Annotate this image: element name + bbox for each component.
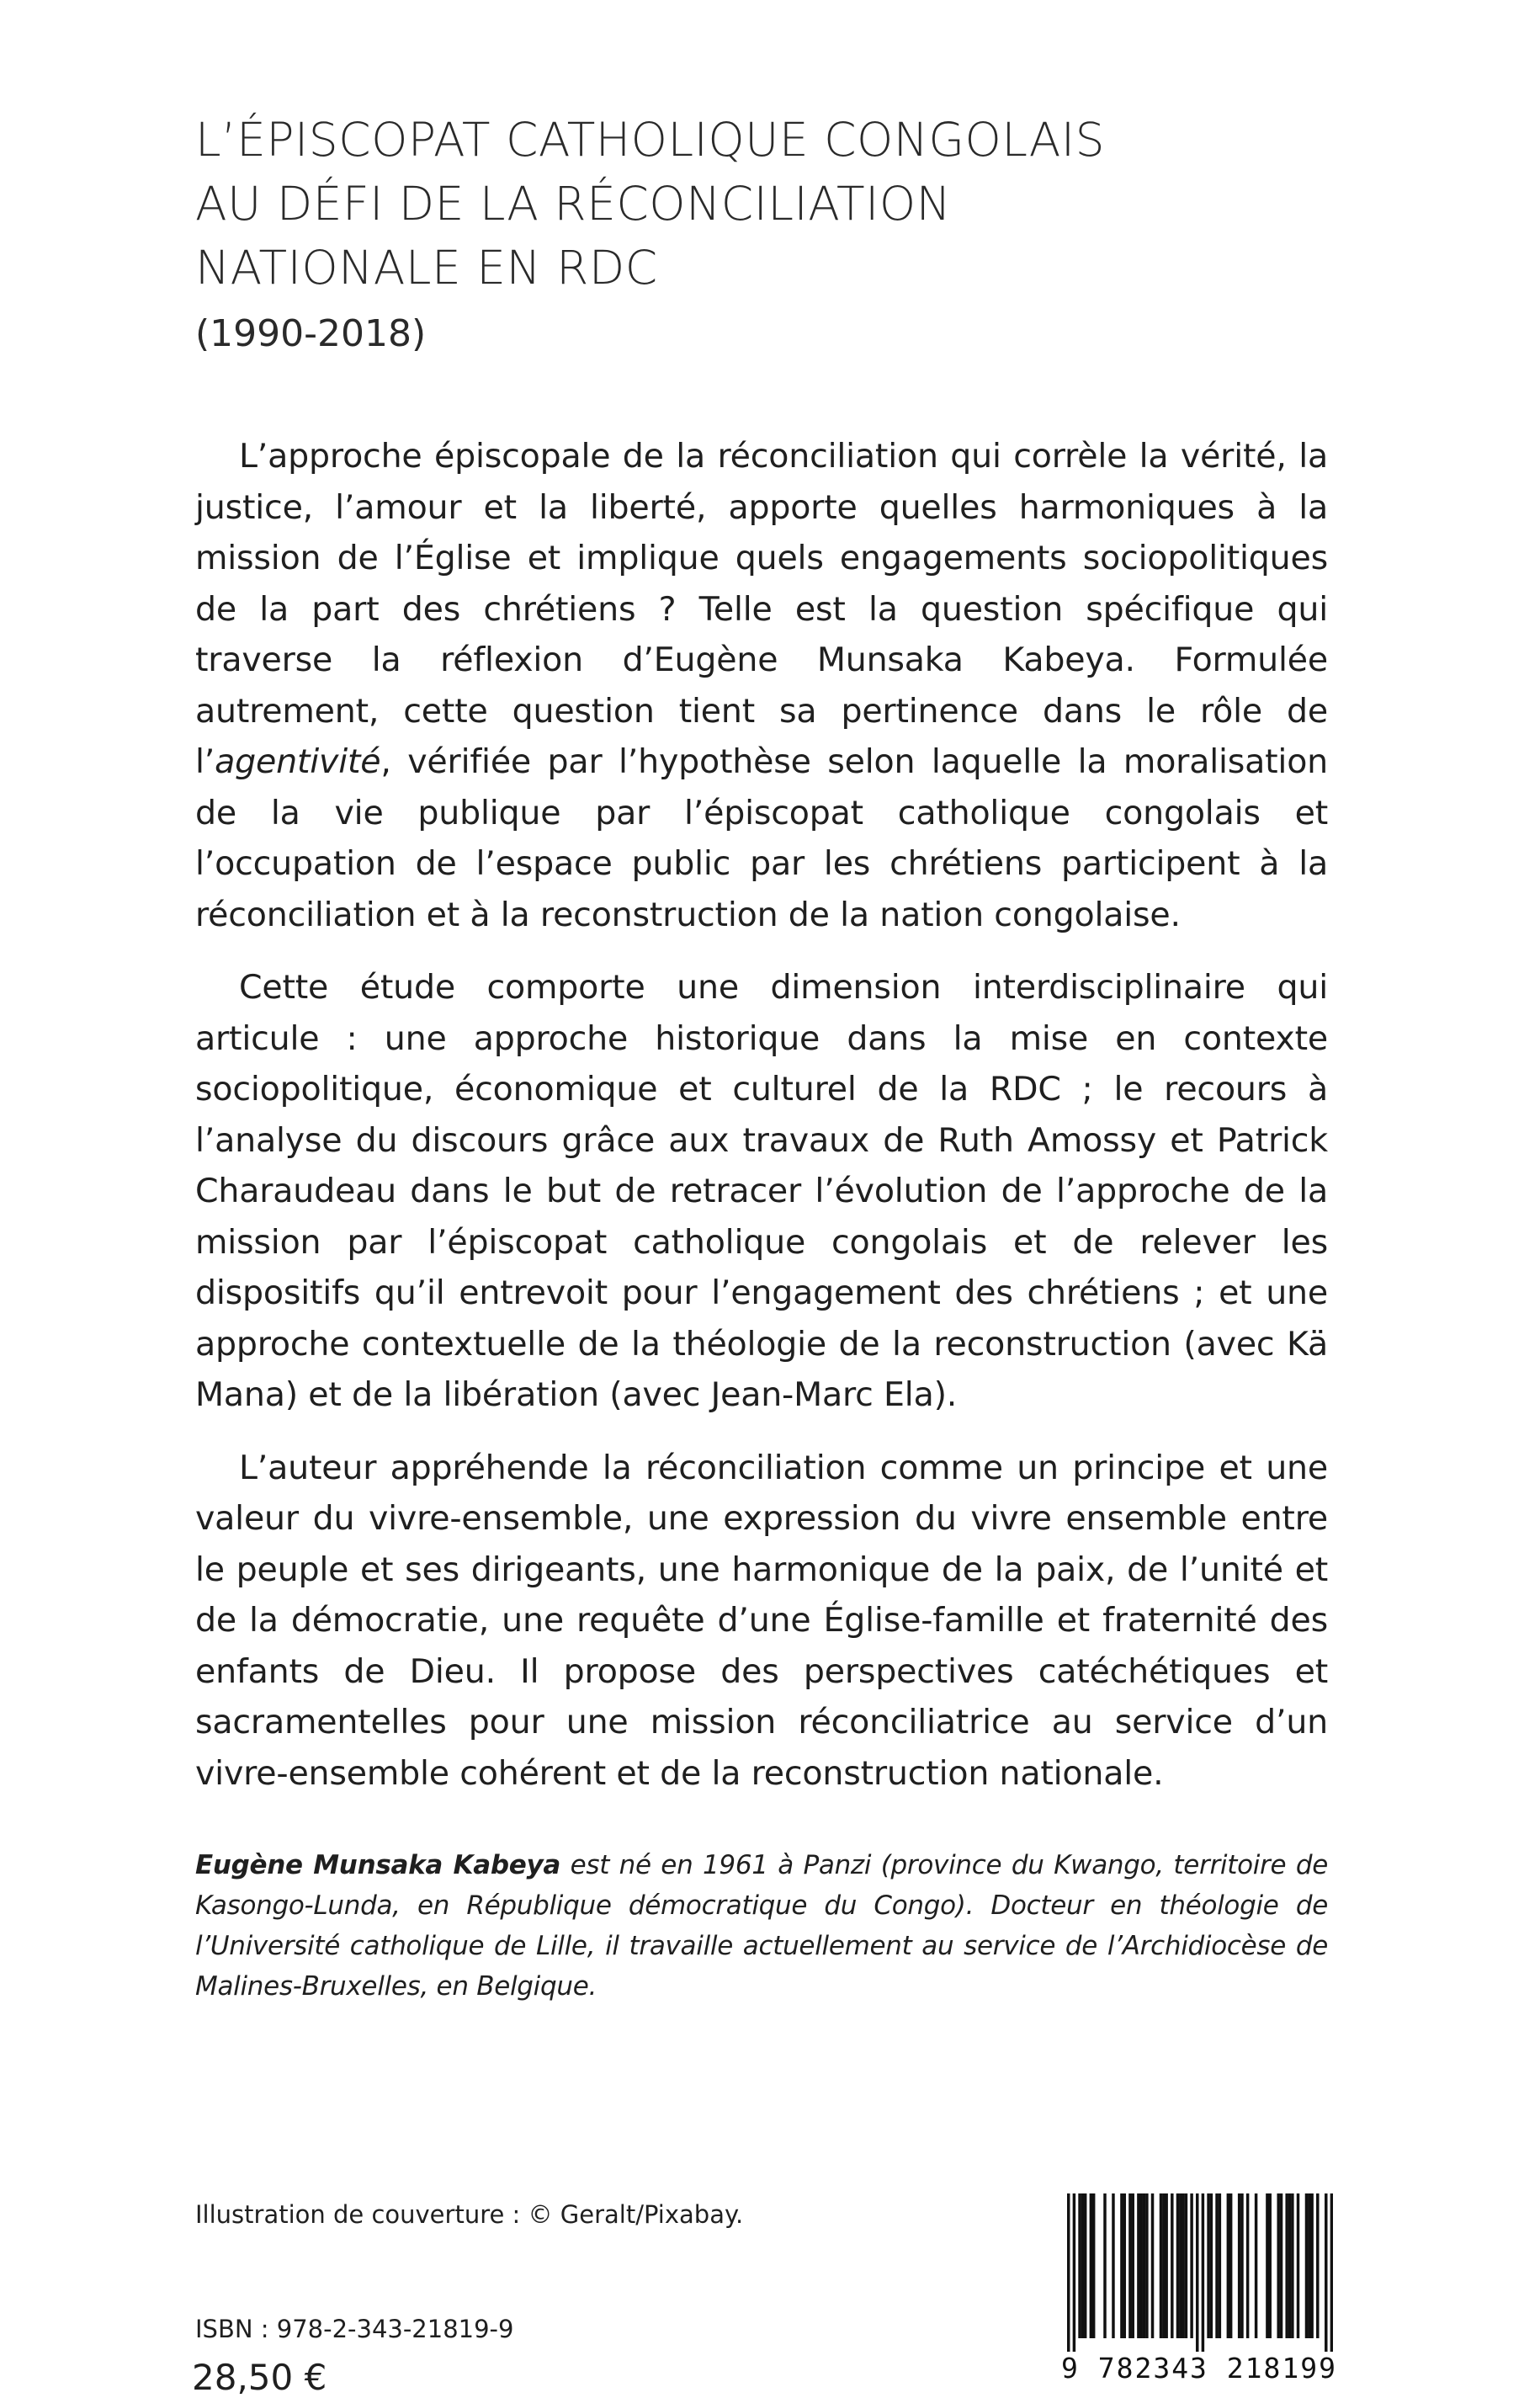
barcode-bar [1238,2193,1240,2338]
barcode-bar [1202,2193,1204,2353]
author-bio [195,1845,1328,2007]
barcode-bar [1112,2193,1114,2338]
summary-p1-emphasis: agentivité [215,742,381,781]
barcode-bar [1308,2193,1310,2338]
price: 28,50 € [192,2357,327,2398]
barcode-bar [1182,2193,1184,2338]
barcode-bar [1103,2193,1106,2338]
book-subtitle-dates: (1990-2018) [195,312,427,355]
barcode-bar [1067,2193,1070,2353]
barcode-bar [1330,2193,1333,2353]
barcode-bar [1316,2193,1319,2338]
barcode-bar [1246,2193,1249,2338]
barcode-bar [1179,2193,1182,2338]
barcode-bar [1210,2193,1213,2338]
barcode-bar [1145,2193,1148,2338]
barcode-bar [1165,2193,1167,2338]
barcode-bar [1305,2193,1308,2338]
barcode-bar [1132,2193,1134,2338]
barcode-bar [1137,2193,1139,2338]
barcode-bar [1123,2193,1126,2338]
summary-p1-text-end: , vérifiée par l’hypothèse selon laquelle la moralisation de la vie publique par l’épiscopat catholique congolais et l’occupation de l’espace public par les chrétiens participent à la réconciliation et à la reconstruction de la nation congolaise. [195,742,1328,934]
barcode-bar [1143,2193,1145,2338]
barcode-bar [1266,2193,1268,2338]
barcode-bar [1207,2193,1209,2338]
barcode-bar [1090,2193,1092,2338]
barcode-bar [1288,2193,1291,2338]
barcode-bar [1229,2193,1232,2338]
barcode-graphic [1067,2193,1333,2353]
barcode-bar [1325,2193,1327,2353]
barcode-bar [1176,2193,1179,2338]
barcode-bar [1162,2193,1165,2338]
cover-illustration-credit: Illustration de couverture : © Geralt/Pixabay. [195,2200,744,2229]
barcode-bar [1291,2193,1293,2338]
barcode-bar [1084,2193,1086,2338]
barcode-bar [1255,2193,1257,2338]
summary-paragraph-2: Cette étude comporte une dimension interdisciplinaire qui articule : une approche historique dans la mise en contexte sociopolitique, économique et culturel de la RDC ; le recours à l’analyse du discours grâce aux travaux de Ruth Amossy et Patrick Charaudeau dans le but de retracer l’évolution de l’approche de la mission par l’épiscopat catholique congolais et de relever les dispositifs qu’il entrevoit pour l’engagement des chrétiens ; et une approche contextuelle de la théologie de la reconstruction (avec Kä Mana) et de la libération (avec Jean-Marc Ela). [195,968,1328,1414]
barcode-bar [1171,2193,1173,2338]
summary-p1-text: L’approche épiscopale de la réconciliation qui corrèle la vérité, la justice, l’amour et la liberté, apporte quelles harmoniques à la mission de l’Église et implique quels engagements sociopolitiques de la part des chrétiens ? Telle est la question spécifique qui traverse la réflexion d’Eugène Munsaka Kabeya. Formulée autrement, cette question tient sa pertinence dans le rôle de l’ [195,437,1328,781]
summary-paragraph-3: L’auteur appréhende la réconciliation comme un principe et une valeur du vivre-ensemble, une expression du vivre ensemble entre le peuple et ses dirigeants, une harmonique de la paix, de l’unité et de la démocratie, une requête d’une Église-famille et fraternité des enfants de Dieu. Il propose des perspectives catéchétiques et sacramentelles pour une mission réconciliatrice au service d’un vivre-ensemble cohérent et de la reconstruction nationale. [195,1448,1328,1793]
back-cover-summary [195,431,1328,1821]
book-title-line-1: L’ÉPISCOPAT CATHOLIQUE CONGOLAIS [195,113,1106,167]
barcode-bar [1081,2193,1084,2338]
barcode-bar [1285,2193,1288,2338]
barcode-bar [1297,2193,1299,2338]
barcode-bar [1280,2193,1282,2338]
barcode-bar [1139,2193,1142,2338]
barcode-bar [1128,2193,1131,2338]
barcode-digits: 9 782343 218199 [1060,2352,1337,2385]
book-title-line-3: NATIONALE EN RDC [195,241,658,295]
barcode-bar [1268,2193,1271,2338]
author-bio-text: est né en 1961 à Panzi (province du Kwango, territoire de Kasongo-Lunda, en République démocratique du Congo). Docteur en théologie de l’Université catholique de Lille, il travaille actuellement au service de l’Archidiocèse de Malines-Bruxelles, en Belgique. [195,1850,1328,2002]
barcode-bar [1219,2193,1221,2338]
barcode-bar [1310,2193,1313,2338]
barcode-bar [1092,2193,1095,2338]
barcode-bar [1120,2193,1123,2338]
barcode-bar [1151,2193,1154,2338]
book-title-line-2: AU DÉFI DE LA RÉCONCILIATION [195,177,952,231]
isbn: ISBN : 978-2-343-21819-9 [195,2315,514,2343]
summary-paragraph-1 [195,431,1328,940]
barcode-bar [1215,2193,1218,2338]
barcode-bar [1185,2193,1187,2338]
barcode-bar [1073,2193,1075,2353]
barcode-bar [1240,2193,1243,2338]
book-title-block [195,108,1415,364]
barcode-bar [1160,2193,1162,2338]
barcode-bar [1277,2193,1279,2338]
barcode-bar [1190,2193,1192,2338]
barcode-bar [1196,2193,1198,2353]
barcode-bar [1078,2193,1081,2338]
barcode-bar [1227,2193,1229,2338]
author-name: Eugène Munsaka Kabeya [195,1850,561,1880]
